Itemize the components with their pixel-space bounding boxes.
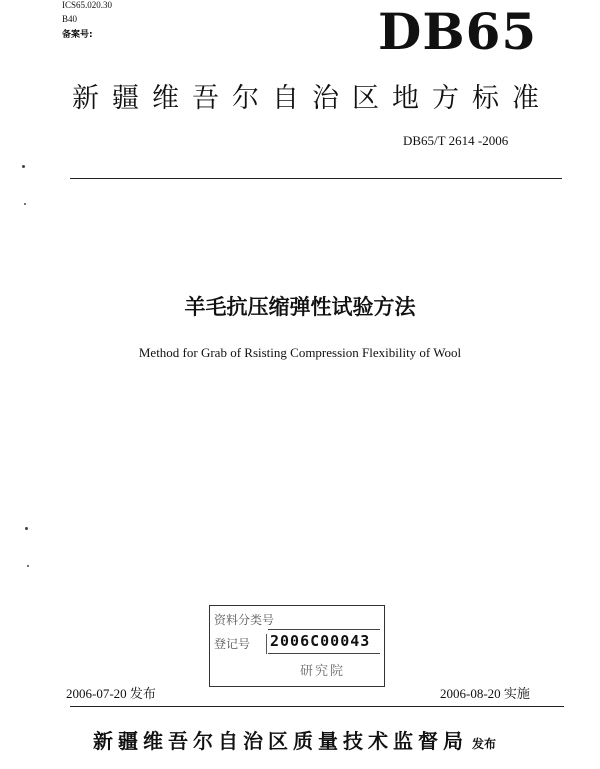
stamp-registration-label: 登记号	[214, 637, 251, 651]
stamp-row-registration	[210, 634, 384, 654]
document-title-chinese: 羊毛抗压缩弹性试验方法	[184, 295, 416, 319]
standard-number: DB65/T 2614 -2006	[403, 133, 509, 148]
stamp-row-institute	[210, 660, 384, 680]
standard-type-heading: 新疆维吾尔自治区地方标准	[72, 83, 552, 114]
stamp-institute: 研究院	[300, 664, 346, 679]
scan-speck	[25, 527, 28, 530]
standard-logo: DB65	[378, 2, 538, 61]
publisher-name: 新疆维吾尔自治区质量技术监督局	[93, 729, 468, 753]
publisher-suffix: 发布	[472, 737, 497, 751]
classification-code: B40	[62, 14, 78, 24]
ics-code: ICS65.020.30	[62, 0, 113, 10]
registration-stamp	[209, 605, 385, 687]
scan-speck	[27, 565, 29, 567]
stamp-row-classification	[210, 610, 384, 630]
issue-date: 2006-07-20 发布	[66, 686, 156, 701]
stamp-separator	[266, 634, 267, 654]
stamp-classification-label: 资料分类号	[214, 613, 275, 627]
stamp-underline	[268, 629, 380, 630]
record-number-label: 备案号:	[62, 30, 93, 40]
scan-speck	[24, 203, 26, 205]
publisher	[93, 728, 496, 757]
footer-divider	[70, 706, 564, 707]
document-title-english: Method for Grab of Rsisting Compression Flexibility of Wool	[138, 345, 462, 360]
stamp-underline	[268, 653, 380, 654]
implementation-date: 2006-08-20 实施	[440, 686, 530, 701]
scan-speck	[22, 165, 25, 168]
header-divider	[70, 178, 562, 179]
stamp-registration-number: 2006C00043	[270, 632, 371, 650]
